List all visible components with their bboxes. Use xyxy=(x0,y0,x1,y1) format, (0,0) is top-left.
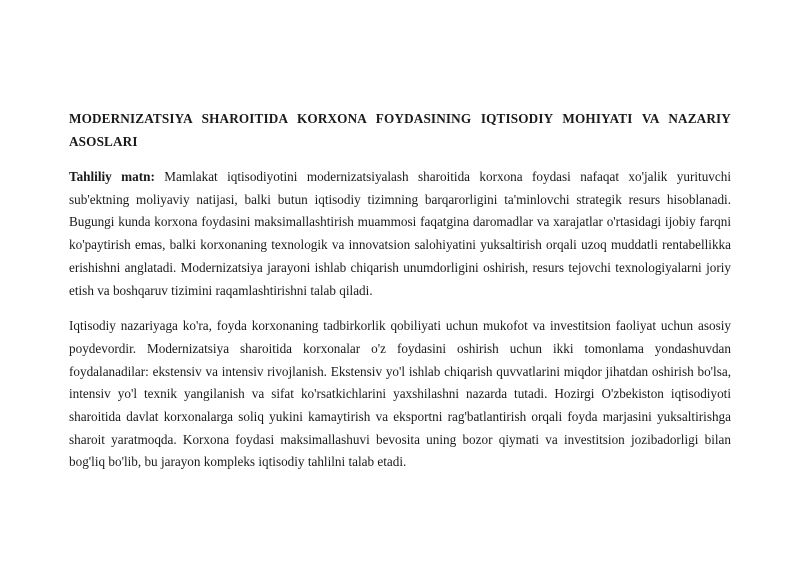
paragraph-analytical-text xyxy=(69,166,731,302)
paragraph-body-text: Mamlakat iqtisodiyotini modernizatsiyalash sharoitida korxona foydasi nafaqat xo'jalik yurituvchi sub'ektning moliyaviy natijasi, balki butun iqtisodiy tizimning barqarorligini ta'minlovchi strategik resurs hisoblanadi. Bugungi kunda korxona foydasini maksimallashtirish muammosi faqatgina daromadlar va xarajatlar o'rtasidagi ijobiy farqni ko'paytirish emas, balki korxonaning texnologik va innovatsion salohiyatini yuksaltirish orqali uzoq muddatli rentabellikka erishishni anglatadi. Modernizatsiya jarayoni ishlab chiqarish unumdorligini oshirish, resurs tejovchi texnologiyalarni joriy etish va boshqaruv tizimini raqamlashtirishni talab qiladi. xyxy=(69,169,731,298)
document-title: MODERNIZATSIYA SHAROITIDA KORXONA FOYDASINING IQTISODIY MOHIYATI VA NAZARIY ASOSLARI xyxy=(69,111,731,149)
paragraph-lead-label: Tahliliy matn: xyxy=(69,169,155,184)
document-page xyxy=(69,107,731,487)
paragraph-theory-text: Iqtisodiy nazariyaga ko'ra, foyda korxonaning tadbirkorlik qobiliyati uchun mukofot va investitsion faoliyat uchun asosiy poydevordir. Modernizatsiya sharoitida korxonalar o'z foydasini oshirish uchun ikki tomonlama yondashuvdan foydalanadilar: ekstensiv va intensiv rivojlanish. Ekstensiv yo'l ishlab chiqarish quvvatlarini miqdor jihatdan oshirish bo'lsa, intensiv yo'l texnik yangilanish va sifat ko'rsatkichlarini yaxshilashni nazarda tutadi. Hozirgi O'zbekiston iqtisodiyoti sharoitida davlat korxonalarga soliq yukini kamaytirish va eksportni rag'batlantirish orqali foyda marjasini yuksaltirishga sharoit yaratmoqda. Korxona foydasi maksimallashuvi bevosita uning bozor qiymati va investitsion jozibadorligi bilan bog'liq bo'lib, bu jarayon kompleks iqtisodiy tahlilni talab etadi. xyxy=(69,318,731,470)
